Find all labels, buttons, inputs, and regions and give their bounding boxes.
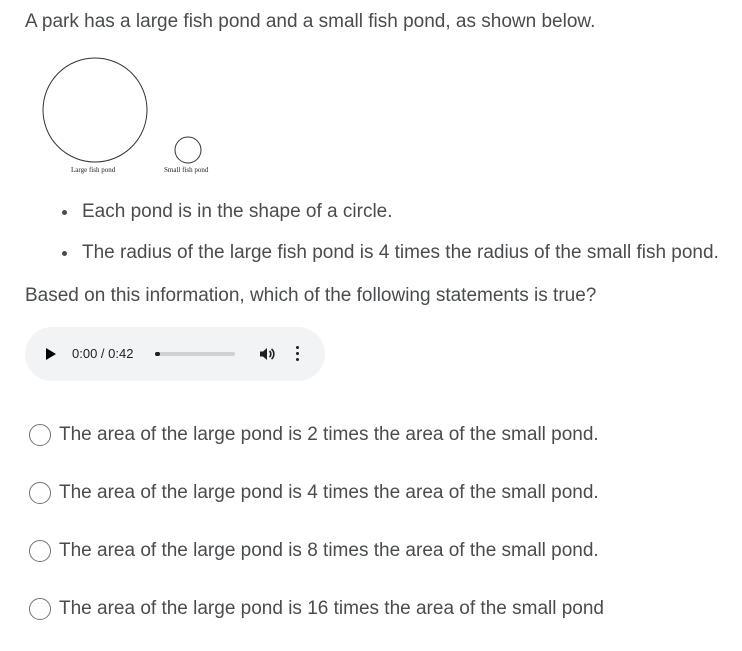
answer-option-text: The area of the large pond is 8 times the area of the small pond.	[59, 540, 599, 561]
answer-option[interactable]	[29, 539, 729, 565]
radio-button[interactable]	[29, 598, 51, 620]
answer-option[interactable]	[29, 481, 729, 507]
audio-time: 0:00 / 0:42	[72, 346, 134, 361]
audio-progress-bar[interactable]	[155, 352, 235, 356]
play-icon[interactable]	[46, 348, 56, 360]
ponds-diagram	[35, 50, 235, 180]
answer-option-text: The area of the large pond is 4 times the area of the small pond.	[59, 482, 599, 503]
answer-option-text: The area of the large pond is 2 times the area of the small pond.	[59, 424, 599, 445]
volume-icon[interactable]	[258, 345, 276, 363]
small-pond-circle	[175, 137, 201, 163]
large-pond-label: Large fish pond	[71, 166, 116, 174]
large-pond-circle	[43, 58, 147, 162]
radio-button[interactable]	[29, 540, 51, 562]
radio-button[interactable]	[29, 424, 51, 446]
question-text: Based on this information, which of the following statements is true?	[25, 285, 597, 306]
fact-text: Each pond is in the shape of a circle.	[82, 201, 393, 222]
audio-progress-fill	[155, 352, 160, 356]
list-item	[62, 200, 719, 241]
list-item	[62, 241, 719, 282]
bullet-icon	[62, 251, 67, 256]
question-prompt: A park has a large fish pond and a small fish pond, as shown below.	[25, 11, 596, 32]
audio-player	[25, 327, 325, 381]
more-options-icon[interactable]	[293, 344, 301, 364]
bullet-icon	[62, 210, 67, 215]
radio-button[interactable]	[29, 482, 51, 504]
answer-option-text: The area of the large pond is 16 times the area of the small pond	[59, 598, 604, 619]
facts-list	[62, 200, 719, 282]
small-pond-label: Small fish pond	[164, 166, 209, 174]
answer-option[interactable]	[29, 423, 729, 449]
fact-text: The radius of the large fish pond is 4 times the radius of the small fish pond.	[82, 242, 719, 263]
answer-option[interactable]	[29, 597, 729, 623]
ponds-figure	[35, 50, 235, 180]
